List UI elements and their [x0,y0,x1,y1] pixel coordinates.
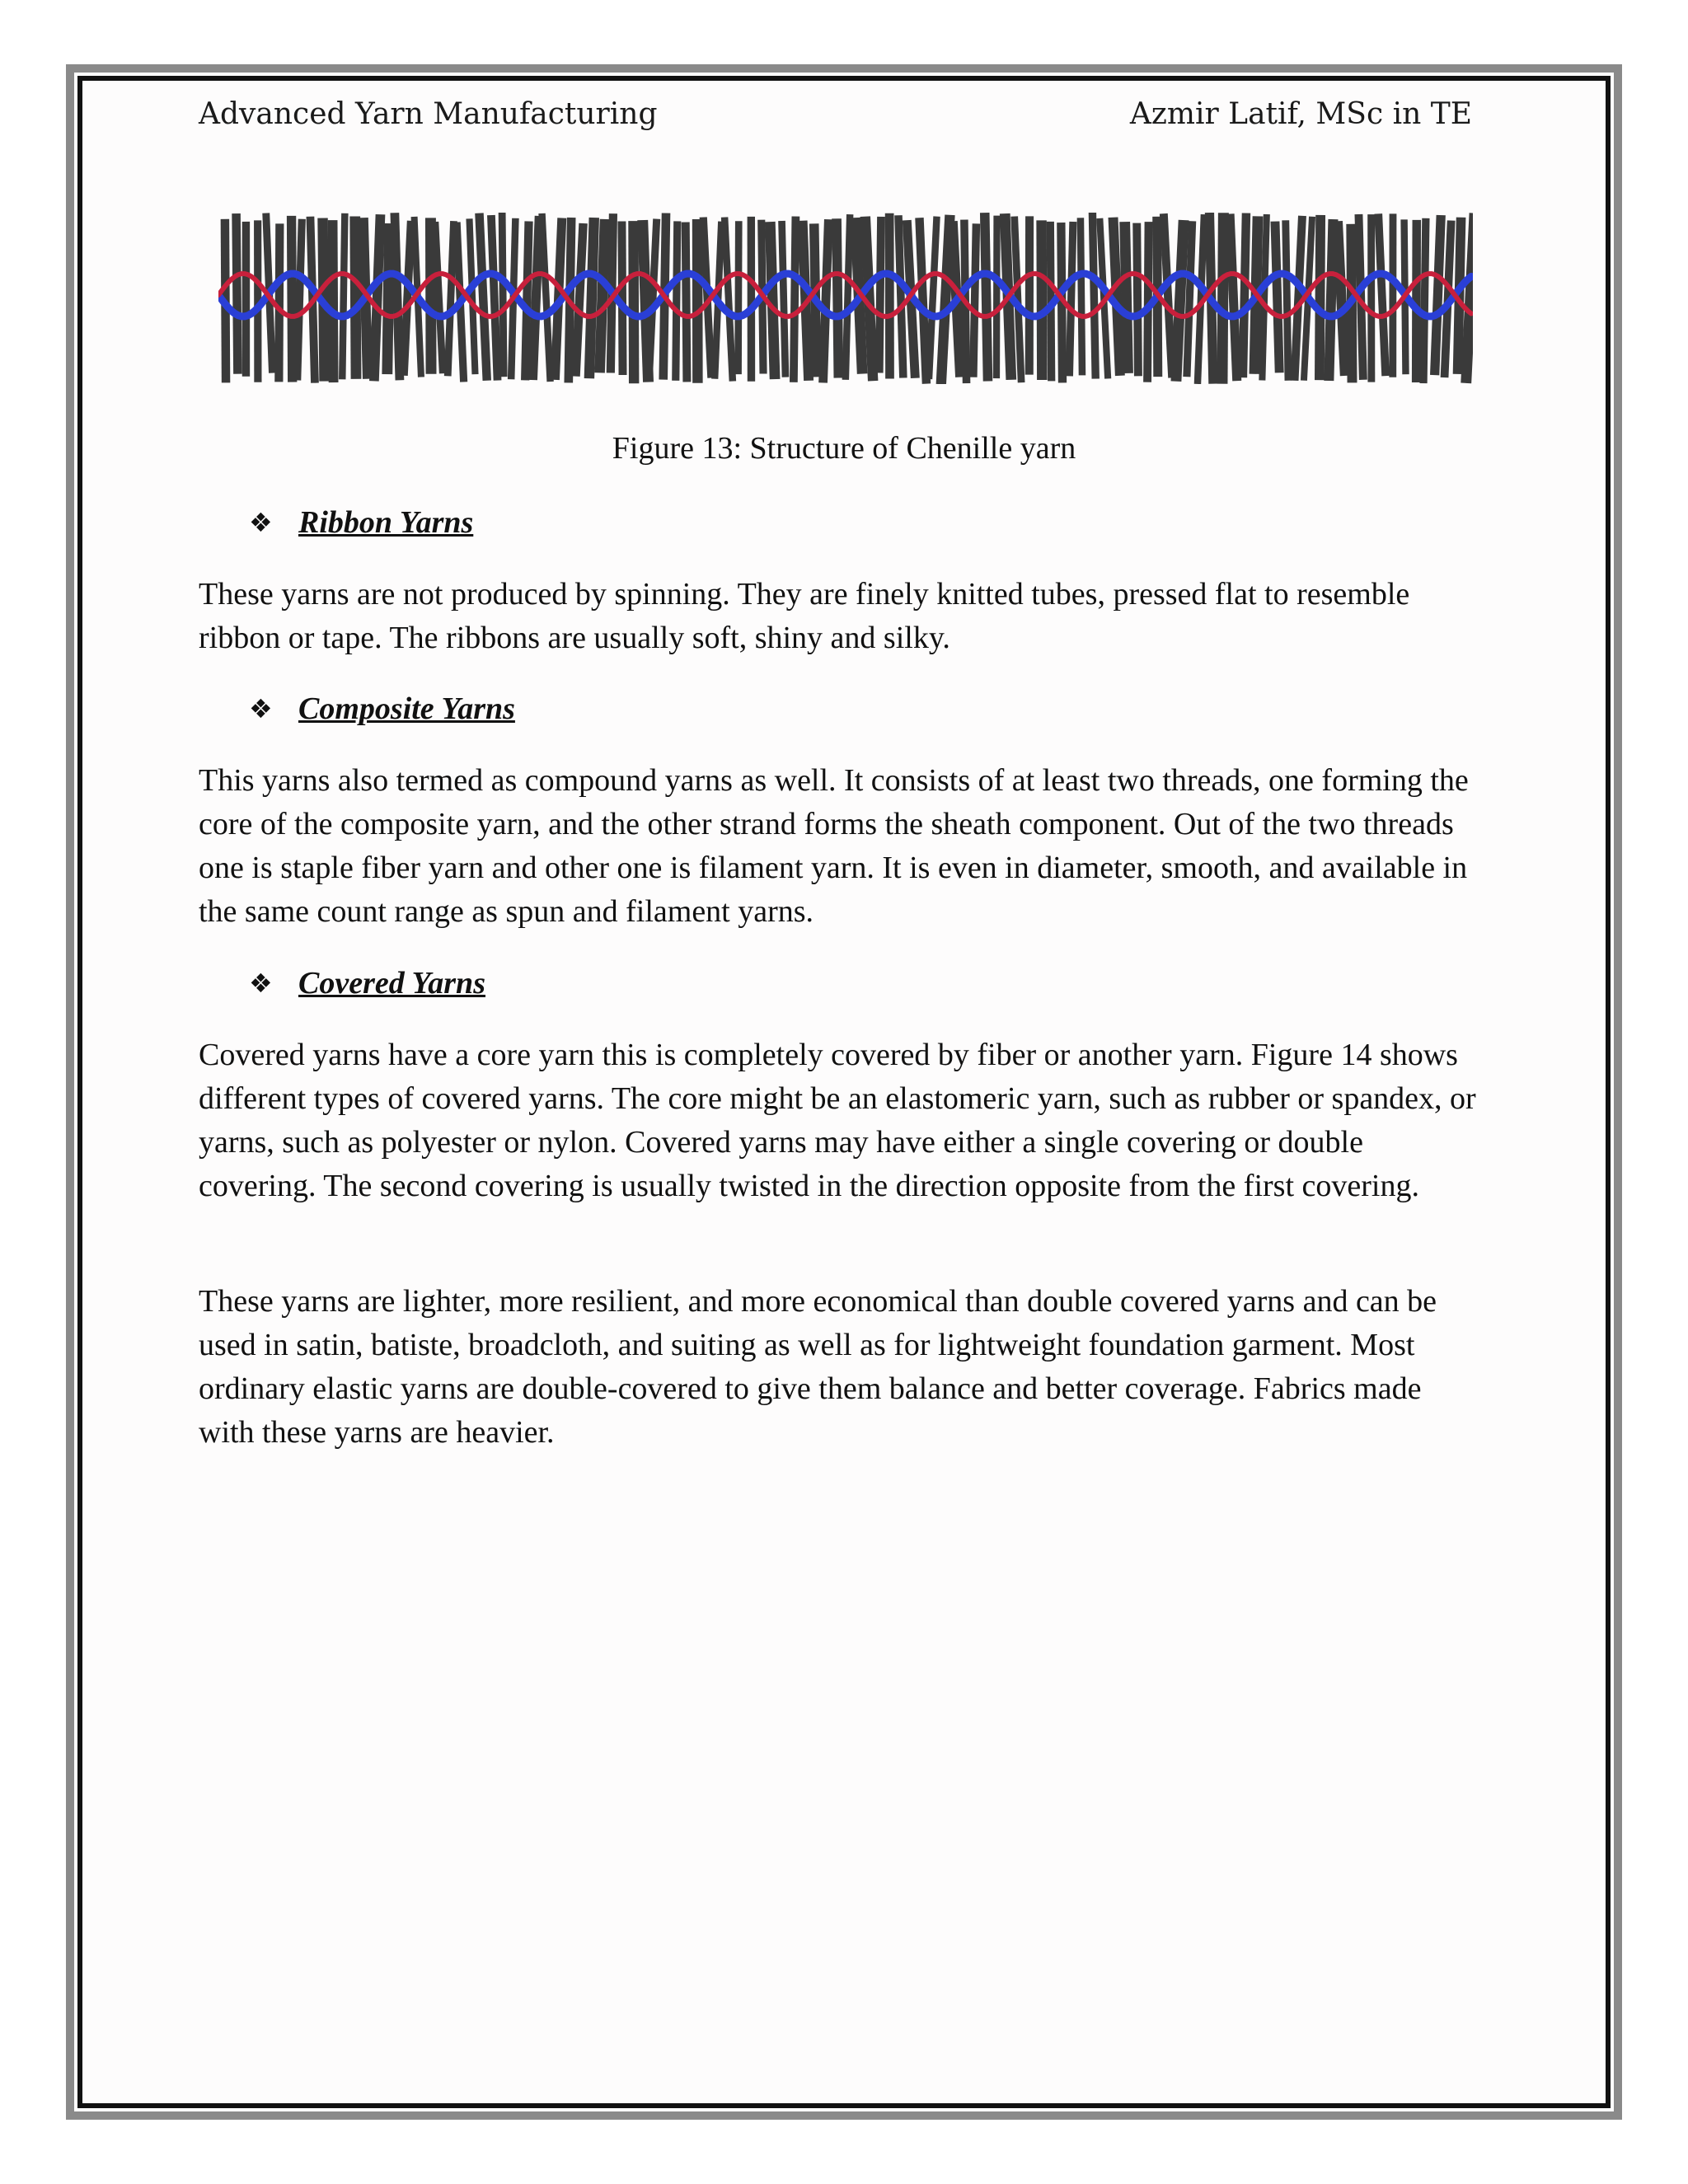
pile-fiber [969,223,980,377]
pile-fiber [1315,215,1325,380]
pile-fiber [1239,213,1251,377]
paragraph: These yarns are not produced by spinning. They are finely knitted tubes, pressed flat to resemble ribbon or tape. The ribbons are usually soft, shiny and silky. [199,577,1410,655]
pile-fiber [734,221,742,374]
pile-fiber [1367,214,1375,382]
pile-fiber [1066,222,1077,377]
figure-caption: Figure 13: Structure of Chenille yarn [612,431,1076,466]
pile-fiber [993,216,1001,378]
heading-text: Covered Yarns [298,966,485,1001]
pile-fiber [628,221,639,383]
heading-text: Composite Yarns [298,691,515,726]
diamond-bullet-icon: ❖ [249,507,273,538]
heading-text: Ribbon Yarns [298,505,474,540]
paragraph: This yarns also termed as compound yarns as well. It consists of at least two threads, one forming the core of the composite yarn, and the other strand forms the sheath component. Out of the two threads one is staple fiber yarn and other one is filament yarn. It is even in diameter, smooth, and available in the same count range as spun and filament yarns. [199,763,1469,929]
pile-fiber [1374,213,1390,376]
pile-fiber [875,217,885,373]
pile-fiber [232,213,241,374]
section-heading-covered-yarns [249,965,485,1001]
chenille-yarn-figure [218,213,1473,384]
pile-fiber [1077,218,1086,375]
pile-fiber [339,213,349,380]
section-heading-ribbon-yarns [249,504,473,541]
pile-fiber [538,213,553,382]
paragraph: These yarns are lighter, more resilient, and more economical than double covered yarns and can be used in satin, batiste, broadcloth, and suiting as well as for lightweight foundation garment. Most ordinary elastic yarns are double-covered to give them balance and better coverage. Fabrics made with these yarns are heavier. [199,1284,1437,1450]
pile-fiber [778,221,789,377]
paragraph: Covered yarns have a core yarn this is completely covered by fiber or another yarn. Figure 14 shows different types of covered yarns. The core might be an elastomeric yarn, such as rubber or spandex, or yarns, such as polyester or nylon. Covered yarns may have either a single covering or double covering. The second covering is usually twisted in the direction opposite from the first covering. [199,1038,1476,1203]
diamond-bullet-icon: ❖ [249,968,273,999]
header-author: Azmir Latif, MSc in TE [1129,97,1472,131]
pile-fiber [242,222,250,377]
section-heading-composite-yarns [249,691,515,727]
pile-fiber [1389,213,1396,377]
pile-fiber [1271,221,1284,373]
header-title: Advanced Yarn Manufacturing [199,97,658,131]
pile-fiber [328,220,339,382]
pile-fiber [1025,216,1034,374]
pile-fiber [748,217,756,382]
pile-fiber [790,217,799,382]
pile-fiber [682,223,692,382]
pile-fiber [980,213,992,382]
running-header [199,97,1472,138]
diamond-bullet-icon: ❖ [249,693,273,724]
pile-fiber [1282,220,1292,381]
pile-fiber [721,217,736,381]
pile-fiber [885,213,894,379]
pile-fiber [672,221,681,380]
pile-fiber [1132,223,1142,377]
pile-fiber [1419,218,1429,383]
pile-fiber [1036,220,1047,380]
pile-fiber [832,218,843,377]
